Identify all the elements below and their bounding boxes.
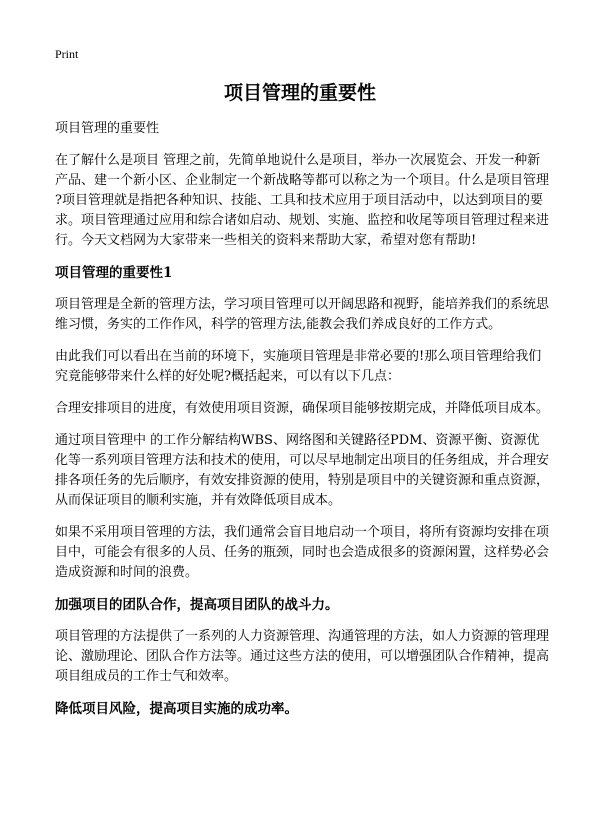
paragraph-1: 项目管理是全新的管理方法，学习项目管理可以开阔思路和视野，能培养我们的系统思维习惯，务实的工作作风，科学的管理方法,能教会我们养成良好的工作方式。: [55, 297, 550, 332]
paragraph-3: 合理安排项目的进度，有效使用项目资源，确保项目能够按期完成，并降低项目成本。: [55, 401, 550, 416]
section-heading-1: 项目管理的重要性1: [55, 265, 173, 281]
intro-paragraph: 在了解什么是项目 管理之前，先简单地说什么是项目，举办一次展览会、开发一种新产品、建一个新小区、企业制定一个新战略等都可以称之为一个项目。什么是项目管理 ?项目管理就是指把各种知识、技能、工具和技术应用于项目活动中，以达到项目的要求。项目管理通过应用和综合诸如启动、规划、实施、监控和收尾等项目管理过程来进行。今天文档网为大家带来一些相关的资料来帮助大家，希望对您有帮助!: [55, 153, 550, 248]
paragraph-4: 通过项目管理中 的工作分解结构WBS、网络图和关键路径PDM、资源平衡、资源优化等一系列项目管理方法和技术的使用，可以尽早地制定出项目的任务组成，并合理安排各项任务的先后顺序，有效安排资源的使用，特别是项目中的关键资源和重点资源，从而保证项目的顺利实施，并有效降低项目成本。: [55, 433, 550, 508]
paragraph-6: 项目管理的方法提供了一系列的人力资源管理、沟通管理的方法，如人力资源的管理理论、激励理论、团队合作方法等。通过这些方法的使用，可以增强团队合作精神，提高项目组成员的工作士气和效率。: [55, 629, 550, 684]
paragraph-5: 如果不采用项目管理的方法，我们通常会盲目地启动一个项目，将所有资源均安排在项目中，可能会有很多的人员、任务的瓶颈，同时也会造成很多的资源闲置，这样势必会造成资源和时间的浪费。: [55, 525, 550, 580]
section-heading-3: 降低项目风险，提高项目实施的成功率。: [55, 701, 298, 717]
print-label: Print: [55, 47, 79, 61]
document-title: 项目管理的重要性: [223, 82, 376, 104]
section-heading-2: 加强项目的团队合作，提高项目团队的战斗力。: [55, 597, 339, 613]
document-subtitle: 项目管理的重要性: [55, 121, 160, 136]
document-body: [55, 119, 550, 731]
paragraph-2: 由此我们可以看出在当前的环境下，实施项目管理是非常必要的!那么项目管理给我们究竟能够带来什么样的好处呢?概括起来，可以有以下几点：: [55, 349, 542, 384]
